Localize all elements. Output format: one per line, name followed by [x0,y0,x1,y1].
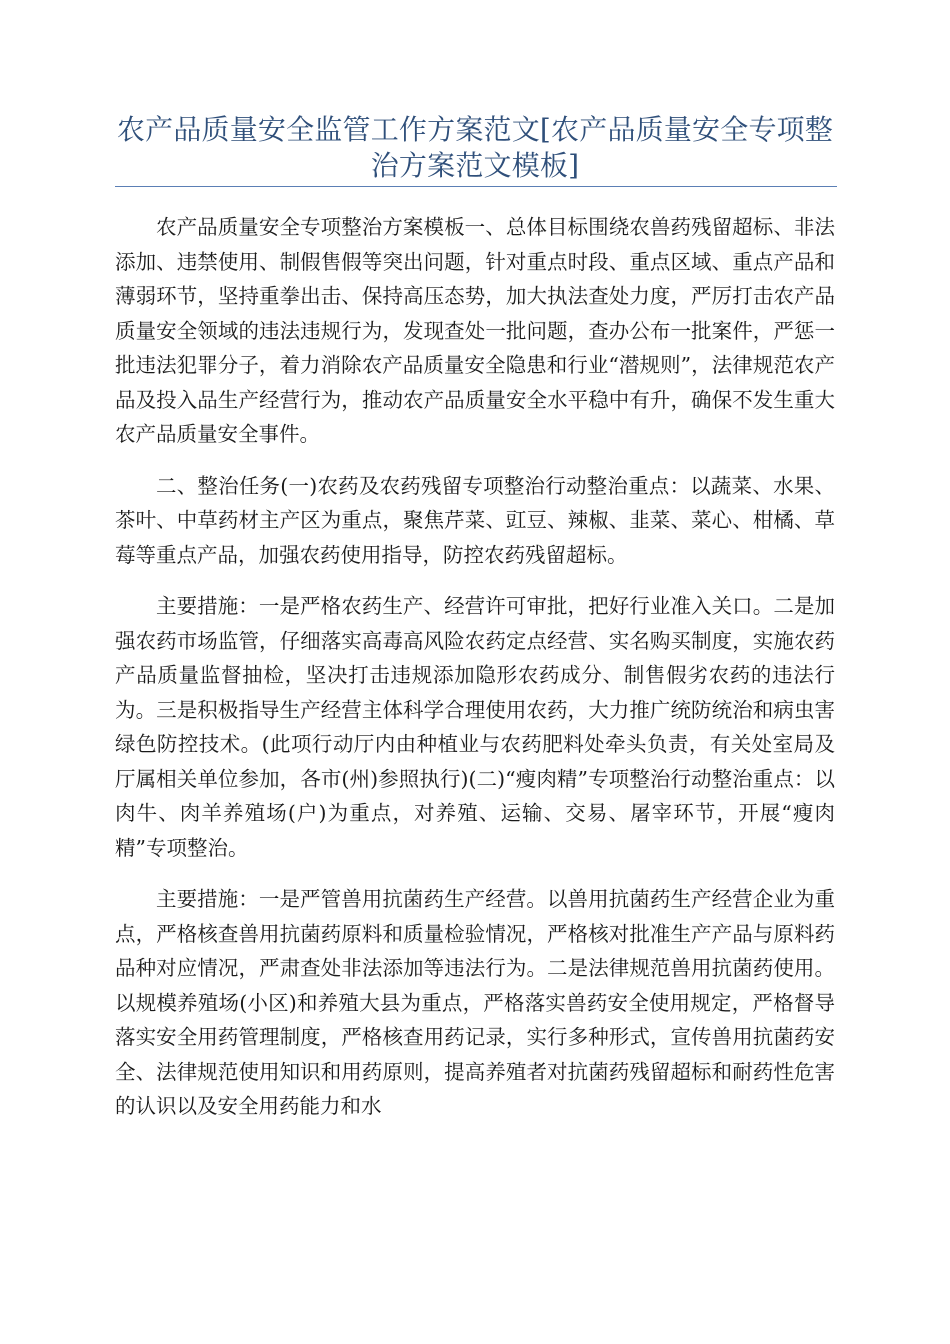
paragraph-pesticide-measures: 主要措施：一是严格农药生产、经营许可审批，把好行业准入关口。二是加强农药市场监管，仔细落实高毒高风险农药定点经营、实名购买制度，实施农药产品质量监督抽检，坚决打击违规添加隐形农药成分、制售假劣农药的违法行为。三是积极指导生产经营主体科学合理使用农药，大力推广统防统治和病虫害绿色防控技术。(此项行动厅内由种植业与农药肥料处牵头负责，有关处室局及厅属相关单位参加，各市(州)参照执行)(二)“瘦肉精”专项整治行动整治重点：以肉牛、肉羊养殖场(户)为重点，对养殖、运输、交易、屠宰环节，开展“瘦肉精”专项整治。 [115,594,835,860]
title-block [112,112,838,184]
paragraph-overall-goal: 农产品质量安全专项整治方案模板一、总体目标围绕农兽药残留超标、非法添加、违禁使用、制假售假等突出问题，针对重点时段、重点区域、重点产品和薄弱环节，坚持重拳出击、保持高压态势，加大执法查处力度，严厉打击农产品质量安全领域的违法违规行为，发现查处一批问题，查办公布一批案件，严惩一批违法犯罪分子，着力消除农产品质量安全隐患和行业“潜规则”，法律规范农产品及投入品生产经营行为，推动农产品质量安全水平稳中有升，确保不发生重大农产品质量安全事件。 [115,215,835,446]
title-underline [115,186,837,187]
document-body [115,210,835,1141]
paragraph-veterinary-measures: 主要措施：一是严管兽用抗菌药生产经营。以兽用抗菌药生产经营企业为重点，严格核查兽用抗菌药原料和质量检验情况，严格核对批准生产产品与原料药品种对应情况，严肃查处非法添加等违法行为。二是法律规范兽用抗菌药使用。以规模养殖场(小区)和养殖大县为重点，严格落实兽药安全使用规定，严格督导落实安全用药管理制度，严格核查用药记录，实行多种形式，宣传兽用抗菌药安全、法律规范使用知识和用药原则，提高养殖者对抗菌药残留超标和耐药性危害的认识以及安全用药能力和水 [115,887,835,1118]
document-title: 农产品质量安全监管工作方案范文[农产品质量安全专项整治方案范文模板] [116,113,834,182]
paragraph-rectification-tasks: 二、整治任务(一)农药及农药残留专项整治行动整治重点：以蔬菜、水果、茶叶、中草药材主产区为重点，聚焦芹菜、豇豆、辣椒、韭菜、菜心、柑橘、草莓等重点产品，加强农药使用指导，防控农药残留超标。 [115,473,835,567]
